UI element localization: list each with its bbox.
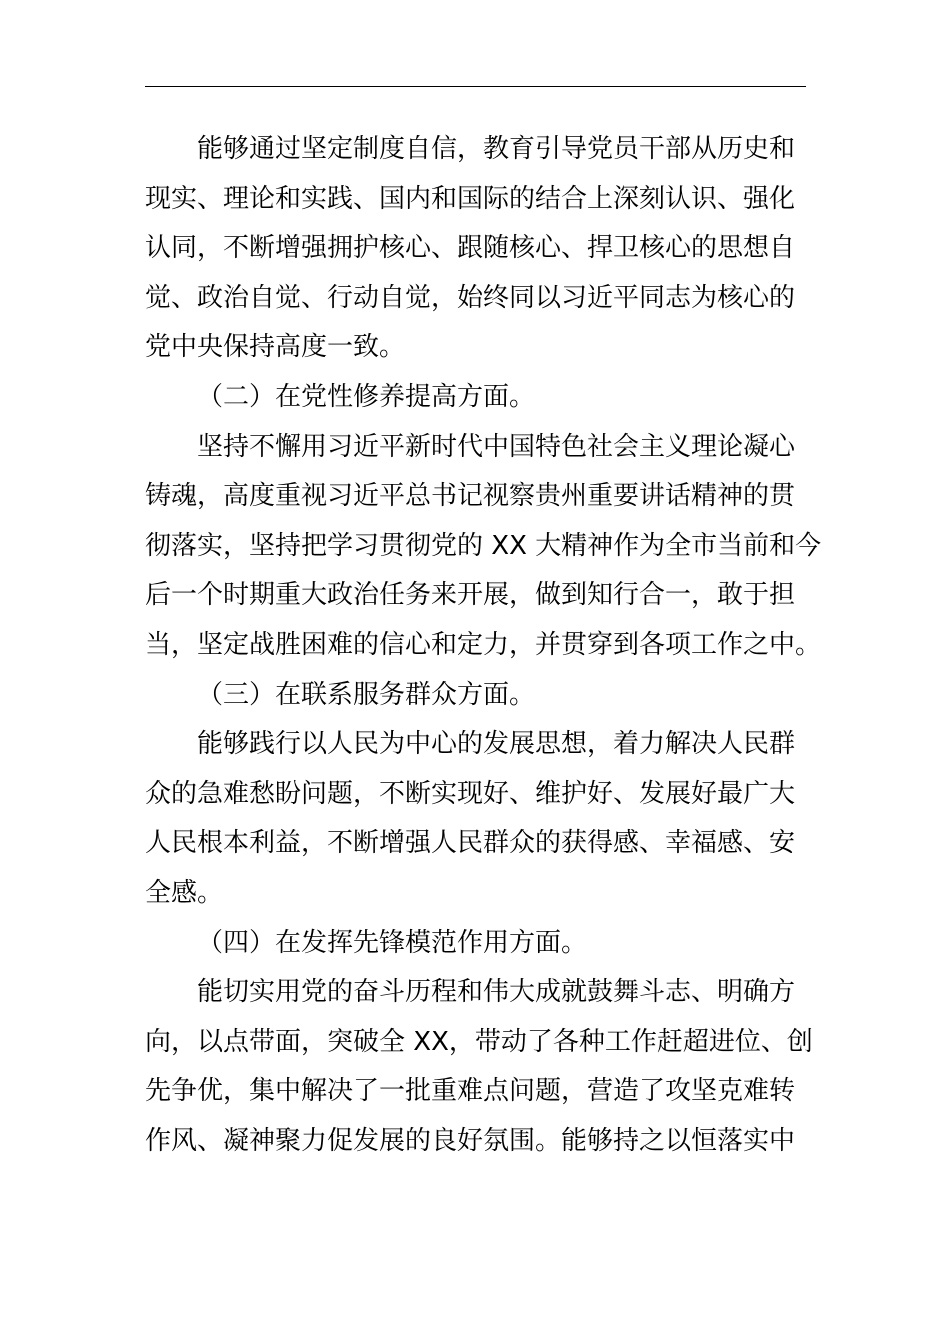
paragraph-line: 能够践行以人民为中心的发展思想，着力解决人民群 bbox=[197, 729, 796, 760]
paragraph-line: 众的急难愁盼问题，不断实现好、维护好、发展好最广大 bbox=[145, 778, 796, 809]
paragraph-line: 能够通过坚定制度自信，教育引导党员干部从历史和 bbox=[197, 134, 796, 164]
paragraph-line: 坚持不懈用习近平新时代中国特色社会主义理论凝心 bbox=[197, 431, 796, 462]
paragraph-line: 认同，不断增强拥护核心、跟随核心、捍卫核心的思想自 bbox=[145, 233, 796, 264]
paragraph-line: 现实、理论和实践、国内和国际的结合上深刻认识、强化 bbox=[145, 183, 796, 214]
paragraph-line: 向，以点带面，突破全 XX，带动了各种工作赶超进位、创 bbox=[145, 1026, 813, 1057]
section-heading: （二）在党性修养提高方面。 bbox=[197, 381, 536, 412]
paragraph-line: 当，坚定战胜困难的信心和定力，并贯穿到各项工作之中。 bbox=[145, 629, 822, 660]
paragraph-line: 能切实用党的奋斗历程和伟大成就鼓舞斗志、明确方 bbox=[197, 977, 796, 1008]
header-rule bbox=[145, 86, 806, 87]
section-heading: （三）在联系服务群众方面。 bbox=[197, 679, 536, 710]
paragraph-line: 全感。 bbox=[145, 877, 224, 908]
paragraph-line: 觉、政治自觉、行动自觉，始终同以习近平同志为核心的 bbox=[145, 282, 796, 313]
paragraph-line: 先争优，集中解决了一批重难点问题，营造了攻坚克难转 bbox=[145, 1076, 796, 1107]
paragraph-line: 人民根本利益，不断增强人民群众的获得感、幸福感、安 bbox=[145, 828, 796, 859]
paragraph-line: 党中央保持高度一致。 bbox=[145, 332, 406, 363]
paragraph-line: 后一个时期重大政治任务来开展，做到知行合一，敢于担 bbox=[145, 580, 796, 611]
paragraph-line: 彻落实，坚持把学习贯彻党的 XX 大精神作为全市当前和今 bbox=[145, 530, 822, 561]
paragraph-line: 作风、凝神聚力促发展的良好氛围。能够持之以恒落实中 bbox=[145, 1125, 796, 1156]
paragraph-line: 铸魂，高度重视习近平总书记视察贵州重要讲话精神的贯 bbox=[145, 481, 796, 512]
section-heading: （四）在发挥先锋模范作用方面。 bbox=[197, 927, 588, 958]
document-body bbox=[145, 125, 822, 1166]
